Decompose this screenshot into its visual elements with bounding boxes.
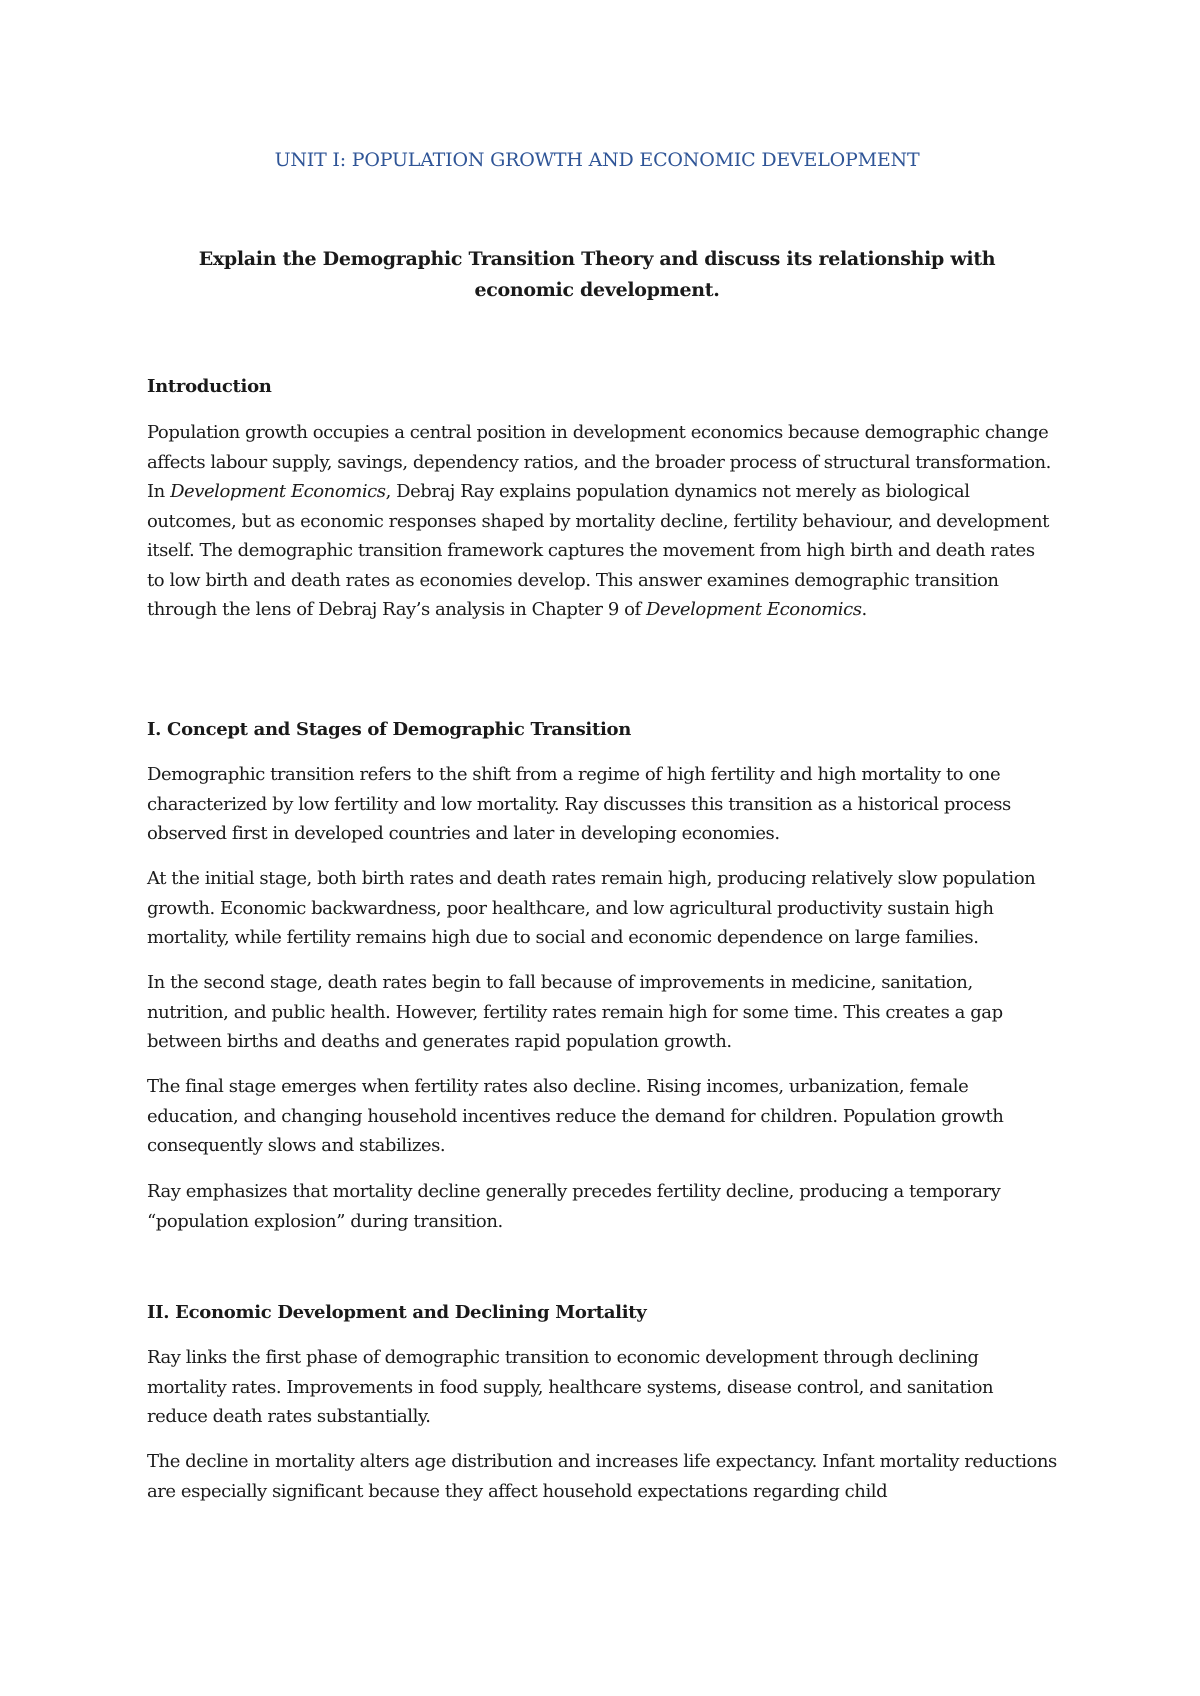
- intro-text-1: Population growth occupies a central position in development economics because demographic change affects labour supply, savings, dependency ratios, and the broader process of structural transformation. In: [147, 422, 1051, 502]
- section1-paragraph-5: Ray emphasizes that mortality decline generally precedes fertility decline, producing a temporary “population explosion” during transition.: [147, 1181, 1001, 1232]
- question-heading: Explain the Demographic Transition Theory and discuss its relationship with economic development.: [198, 248, 996, 301]
- section1-paragraph-1: Demographic transition refers to the shift from a regime of high fertility and high mortality to one characterized by low fertility and low mortality. Ray discusses this transition as a historical process observed first in developed countries and later in developing economies.: [147, 764, 1011, 844]
- section1-heading: I. Concept and Stages of Demographic Transition: [147, 719, 632, 740]
- section1-paragraph-3: In the second stage, death rates begin to fall because of improvements in medicine, sanitation, nutrition, and public health. However, fertility rates remain high for some time. This creates a gap between births and deaths and generates rapid population growth.: [147, 972, 1003, 1052]
- introduction-paragraph: [147, 418, 1057, 625]
- section2-paragraph-1: Ray links the first phase of demographic transition to economic development through declining mortality rates. Improvements in food supply, healthcare systems, disease control, and sanitation reduce death rates substantially.: [147, 1347, 994, 1427]
- section1-paragraph-4: The final stage emerges when fertility rates also decline. Rising incomes, urbanization, female education, and changing household incentives reduce the demand for children. Population growth consequently slows and stabilizes.: [147, 1076, 1004, 1156]
- section2-heading: II. Economic Development and Declining Mortality: [147, 1302, 647, 1323]
- intro-text-2: , Debraj Ray explains population dynamics not merely as biological outcomes, but as economic responses shaped by mortality decline, fertility behaviour, and development itself. The demographic transition framework captures the movement from high birth and death rates to low birth and death rates as economies develop. This answer examines demographic transition through the lens of Debraj Ray’s analysis in Chapter 9 of: [147, 481, 1049, 620]
- intro-italic-book-title-1: Development Economics: [170, 481, 386, 502]
- section1-paragraph-2: At the initial stage, both birth rates and death rates remain high, producing relatively slow population growth. Economic backwardness, poor healthcare, and low agricultural productivity sustain high mortality, while fertility remains high due to social and economic dependence on large families.: [147, 868, 1036, 948]
- section2-paragraph-2: The decline in mortality alters age distribution and increases life expectancy. Infant mortality reductions are especially significant because they affect household expectations regarding child: [147, 1451, 1057, 1502]
- introduction-heading: Introduction: [147, 376, 272, 397]
- unit-title: UNIT I: POPULATION GROWTH AND ECONOMIC DEVELOPMENT: [274, 149, 920, 171]
- intro-italic-book-title-2: Development Economics: [646, 599, 862, 620]
- intro-text-3: .: [861, 599, 867, 620]
